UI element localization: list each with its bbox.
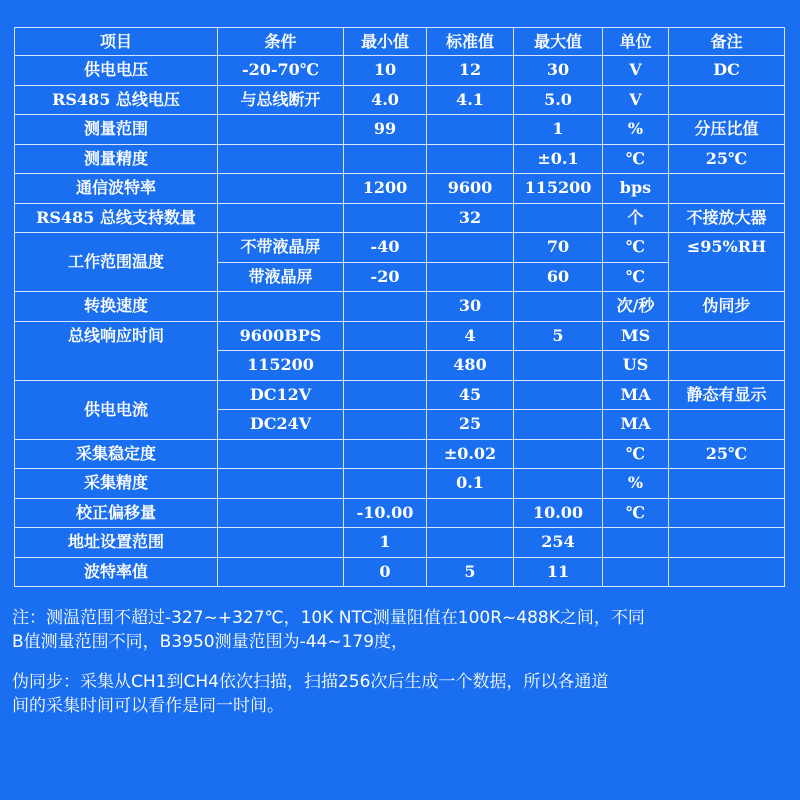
cell-item: 采集稳定度 (15, 439, 218, 469)
header-note: 备注 (669, 28, 785, 56)
cell-condition: 带液晶屏 (218, 262, 344, 292)
cell-item: 转换速度 (15, 292, 218, 322)
note-pseudo-sync-line1: 伪同步：采集从CH1到CH4依次扫描，扫描256次后生成一个数据，所以各通道 (12, 672, 609, 692)
cell-item: 通信波特率 (15, 174, 218, 204)
cell-max: 115200 (514, 174, 603, 204)
cell-item: 地址设置范围 (15, 528, 218, 558)
cell-condition: 与总线断开 (218, 85, 344, 115)
spec-table (14, 27, 785, 587)
table-header-row (15, 28, 785, 56)
cell-typ: 30 (427, 292, 514, 322)
cell-unit: MA (603, 380, 669, 410)
cell-min (344, 469, 427, 499)
cell-unit: % (603, 469, 669, 499)
cell-max (514, 469, 603, 499)
notes-section (12, 606, 792, 718)
cell-note: 25℃ (669, 439, 785, 469)
table-row (15, 292, 785, 322)
cell-min: 1 (344, 528, 427, 558)
cell-typ (427, 115, 514, 145)
table-row (15, 233, 785, 263)
cell-note (669, 321, 785, 351)
note-temperature-range-line1: 注：测温范围不超过-327~+327℃，10K NTC测量阻值在100R~488K之间，不同 (12, 608, 645, 628)
cell-condition (218, 469, 344, 499)
cell-unit: ℃ (603, 262, 669, 292)
cell-condition (218, 498, 344, 528)
cell-typ: 45 (427, 380, 514, 410)
header-unit: 单位 (603, 28, 669, 56)
cell-typ: 25 (427, 410, 514, 440)
cell-item: 供电电压 (15, 56, 218, 86)
cell-item: 供电电流 (15, 380, 218, 439)
note-pseudo-sync-line2: 间的采集时间可以看作是同一时间。 (12, 696, 284, 716)
cell-note: 不接放大器 (669, 203, 785, 233)
cell-min: -40 (344, 233, 427, 263)
cell-condition (218, 439, 344, 469)
cell-typ (427, 233, 514, 263)
cell-max (514, 380, 603, 410)
cell-min: -20 (344, 262, 427, 292)
cell-typ: 0.1 (427, 469, 514, 499)
cell-typ (427, 498, 514, 528)
cell-unit: % (603, 115, 669, 145)
cell-min: 10 (344, 56, 427, 86)
cell-item: 工作范围温度 (15, 233, 218, 292)
cell-max (514, 351, 603, 381)
cell-condition (218, 528, 344, 558)
cell-typ (427, 262, 514, 292)
cell-max: 5.0 (514, 85, 603, 115)
cell-unit: US (603, 351, 669, 381)
cell-item: 采集精度 (15, 469, 218, 499)
cell-min: -10.00 (344, 498, 427, 528)
header-typ: 标准值 (427, 28, 514, 56)
cell-min (344, 321, 427, 351)
note-temperature-range (12, 606, 792, 654)
table-row (15, 439, 785, 469)
cell-min: 99 (344, 115, 427, 145)
cell-condition: 115200 (218, 351, 344, 381)
cell-min (344, 439, 427, 469)
cell-min: 1200 (344, 174, 427, 204)
header-max: 最大值 (514, 28, 603, 56)
table-row (15, 498, 785, 528)
cell-typ: ±0.02 (427, 439, 514, 469)
cell-note: ≤95%RH (669, 233, 785, 292)
table-row (15, 380, 785, 410)
cell-unit: bps (603, 174, 669, 204)
cell-unit: MS (603, 321, 669, 351)
cell-min (344, 380, 427, 410)
cell-max (514, 292, 603, 322)
cell-min: 0 (344, 557, 427, 587)
cell-note (669, 85, 785, 115)
table-row (15, 85, 785, 115)
cell-typ: 5 (427, 557, 514, 587)
cell-min: 4.0 (344, 85, 427, 115)
cell-max: 254 (514, 528, 603, 558)
cell-typ: 12 (427, 56, 514, 86)
table-row (15, 203, 785, 233)
cell-unit: V (603, 56, 669, 86)
cell-typ: 9600 (427, 174, 514, 204)
cell-max: 11 (514, 557, 603, 587)
note-pseudo-sync (12, 670, 792, 718)
header-condition: 条件 (218, 28, 344, 56)
cell-unit: 个 (603, 203, 669, 233)
cell-condition (218, 115, 344, 145)
note-temperature-range-line2: B值测量范围不同，B3950测量范围为-44~179度， (12, 632, 409, 652)
cell-min (344, 410, 427, 440)
cell-note: 静态有显示 (669, 380, 785, 410)
cell-note: 25℃ (669, 144, 785, 174)
cell-unit: 次/秒 (603, 292, 669, 322)
cell-typ (427, 528, 514, 558)
table-row (15, 56, 785, 86)
table-row (15, 557, 785, 587)
cell-unit: MA (603, 410, 669, 440)
cell-note (669, 174, 785, 204)
table-row (15, 174, 785, 204)
cell-item: 测量精度 (15, 144, 218, 174)
cell-condition: DC12V (218, 380, 344, 410)
cell-unit: ℃ (603, 439, 669, 469)
cell-min (344, 351, 427, 381)
cell-condition (218, 144, 344, 174)
cell-max (514, 203, 603, 233)
cell-min (344, 292, 427, 322)
cell-note (669, 528, 785, 558)
cell-condition: 9600BPS (218, 321, 344, 351)
cell-item: RS485 总线电压 (15, 85, 218, 115)
cell-condition (218, 203, 344, 233)
cell-unit: ℃ (603, 498, 669, 528)
cell-typ: 480 (427, 351, 514, 381)
cell-min (344, 203, 427, 233)
cell-unit (603, 557, 669, 587)
cell-note (669, 469, 785, 499)
cell-item: 测量范围 (15, 115, 218, 145)
cell-note (669, 351, 785, 381)
cell-max: 70 (514, 233, 603, 263)
cell-item: 波特率值 (15, 557, 218, 587)
cell-max (514, 439, 603, 469)
table-row (15, 469, 785, 499)
cell-max: 30 (514, 56, 603, 86)
cell-typ: 32 (427, 203, 514, 233)
cell-typ: 4.1 (427, 85, 514, 115)
cell-item: RS485 总线支持数量 (15, 203, 218, 233)
cell-max (514, 410, 603, 440)
cell-condition: DC24V (218, 410, 344, 440)
header-item: 项目 (15, 28, 218, 56)
cell-item: 总线响应时间 (15, 321, 218, 380)
cell-typ (427, 144, 514, 174)
cell-max: ±0.1 (514, 144, 603, 174)
cell-condition: -20-70℃ (218, 56, 344, 86)
cell-max: 10.00 (514, 498, 603, 528)
cell-condition (218, 174, 344, 204)
cell-condition (218, 292, 344, 322)
table-row (15, 528, 785, 558)
cell-note: DC (669, 56, 785, 86)
cell-note (669, 557, 785, 587)
table-row (15, 144, 785, 174)
cell-unit (603, 528, 669, 558)
cell-unit: ℃ (603, 144, 669, 174)
cell-unit: ℃ (603, 233, 669, 263)
table-row (15, 115, 785, 145)
cell-typ: 4 (427, 321, 514, 351)
table-row (15, 321, 785, 351)
cell-item: 校正偏移量 (15, 498, 218, 528)
cell-max: 1 (514, 115, 603, 145)
cell-max: 5 (514, 321, 603, 351)
header-min: 最小值 (344, 28, 427, 56)
cell-condition: 不带液晶屏 (218, 233, 344, 263)
cell-max: 60 (514, 262, 603, 292)
cell-min (344, 144, 427, 174)
cell-unit: V (603, 85, 669, 115)
cell-note (669, 498, 785, 528)
cell-condition (218, 557, 344, 587)
cell-note: 伪同步 (669, 292, 785, 322)
cell-note: 分压比值 (669, 115, 785, 145)
cell-note (669, 410, 785, 440)
